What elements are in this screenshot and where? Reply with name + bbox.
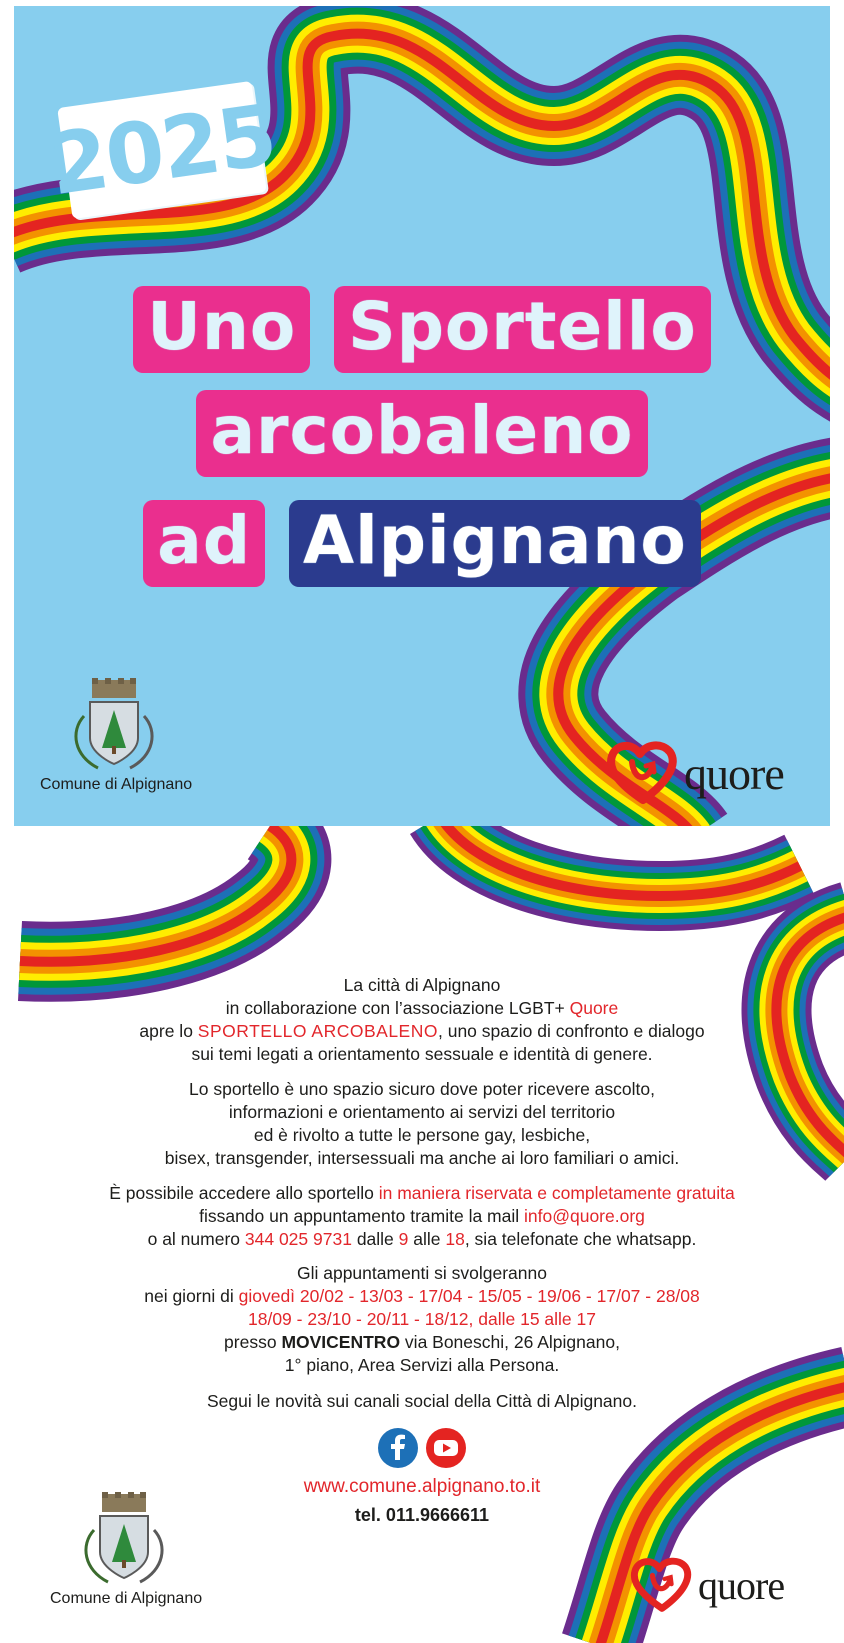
info-line: La città di Alpignano bbox=[343, 975, 501, 995]
sportello-name: SPORTELLO ARCOBALENO bbox=[197, 1021, 438, 1041]
heart-icon bbox=[630, 1556, 694, 1614]
facebook-icon[interactable] bbox=[378, 1428, 418, 1468]
info-line: Lo sportello è uno spazio sicuro dove poter ricevere ascolto, bbox=[189, 1079, 655, 1099]
youtube-icon[interactable] bbox=[426, 1428, 466, 1468]
email-link[interactable]: info@quore.org bbox=[524, 1206, 645, 1226]
crest-icon bbox=[40, 676, 190, 776]
social-icons-row bbox=[0, 1428, 844, 1468]
quore-link-text: Quore bbox=[569, 998, 619, 1018]
municipality-logo-bottom bbox=[50, 1490, 202, 1608]
info-paragraph-2 bbox=[0, 1078, 844, 1170]
dates-text: 18/09 - 23/10 - 20/11 - 18/12, dalle 15 alle 17 bbox=[248, 1309, 596, 1329]
crest-icon bbox=[50, 1490, 200, 1590]
headline-word: Uno bbox=[133, 286, 310, 373]
info-line: È possibile accedere allo sportello in maniera riservata e completamente gratuita bbox=[109, 1183, 735, 1203]
info-line: 1° piano, Area Servizi alla Persona. bbox=[284, 1355, 560, 1375]
info-line: fissando un appuntamento tramite la mail info@quore.org bbox=[199, 1206, 645, 1226]
quore-logo-bottom bbox=[630, 1556, 784, 1614]
info-line: in collaborazione con l’associazione LGBT+ Quore bbox=[225, 998, 619, 1018]
headline-word: ad bbox=[143, 500, 265, 587]
info-line: o al numero 344 025 9731 dalle 9 alle 18, sia telefonate che whatsapp. bbox=[147, 1229, 697, 1249]
info-line: sui temi legati a orientamento sessuale e identità di genere. bbox=[191, 1044, 653, 1064]
headline-line-3 bbox=[0, 500, 844, 587]
info-line: Gli appuntamenti si svolgeranno bbox=[296, 1263, 547, 1283]
info-line: presso MOVICENTRO via Boneschi, 26 Alpignano, bbox=[224, 1332, 620, 1352]
info-line: apre lo SPORTELLO ARCOBALENO, uno spazio di confronto e dialogo bbox=[139, 1021, 705, 1041]
municipality-logo-top bbox=[40, 676, 192, 794]
headline-line-1 bbox=[0, 286, 844, 373]
social-line: Segui le novità sui canali social della Città di Alpignano. bbox=[207, 1391, 637, 1411]
quore-wordmark: quore bbox=[698, 1562, 785, 1608]
ribbon-left bbox=[20, 826, 291, 962]
municipality-caption: Comune di Alpignano bbox=[40, 776, 193, 793]
ribbon-top-center bbox=[440, 826, 800, 896]
phone-number[interactable]: 344 025 9731 bbox=[244, 1229, 352, 1249]
dates-text: giovedì 20/02 - 13/03 - 17/04 - 15/05 - 19/06 - 17/07 - 28/08 bbox=[238, 1286, 700, 1306]
free-access-text: in maniera riservata e completamente gratuita bbox=[378, 1183, 735, 1203]
info-paragraph-4 bbox=[0, 1262, 844, 1377]
info-paragraph-3 bbox=[0, 1182, 844, 1251]
year-text: 2025 bbox=[43, 85, 281, 215]
info-line: informazioni e orientamento ai servizi del territorio bbox=[228, 1102, 616, 1122]
headline-word: arcobaleno bbox=[196, 390, 647, 477]
info-line: ed è rivolto a tutte le persone gay, lesbiche, bbox=[253, 1125, 591, 1145]
quore-logo-top bbox=[606, 740, 784, 806]
headline-word-highlight: Alpignano bbox=[289, 500, 701, 587]
info-line: bisex, transgender, intersessuali ma anche ai loro familiari o amici. bbox=[164, 1148, 680, 1168]
info-paragraph-1 bbox=[0, 974, 844, 1066]
heart-icon bbox=[606, 740, 680, 806]
headline-line-2 bbox=[0, 390, 844, 477]
venue-name: MOVICENTRO bbox=[281, 1332, 401, 1352]
headline-word: Sportello bbox=[334, 286, 711, 373]
website-link[interactable]: www.comune.alpignano.to.it bbox=[303, 1476, 541, 1497]
info-line: nei giorni di giovedì 20/02 - 13/03 - 17/04 - 15/05 - 19/06 - 17/07 - 28/08 bbox=[144, 1286, 700, 1306]
municipality-caption: Comune di Alpignano bbox=[50, 1590, 203, 1607]
quore-wordmark: quore bbox=[684, 747, 784, 799]
phone-line[interactable]: tel. 011.9666611 bbox=[354, 1505, 490, 1525]
